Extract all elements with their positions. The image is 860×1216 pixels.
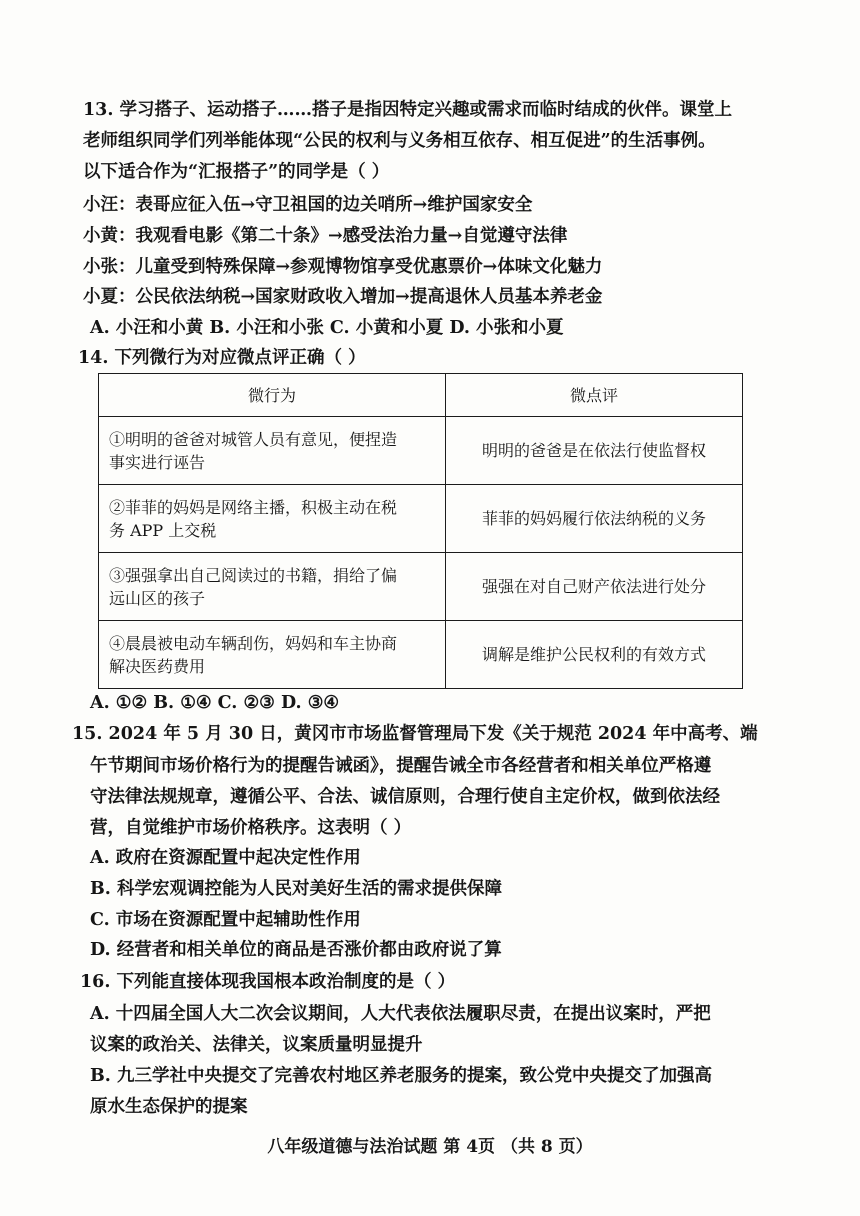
- q14-options: A. ①② B. ①④ C. ②③ D. ③④: [90, 693, 340, 713]
- table-row: [99, 621, 743, 689]
- q13-example-1: 小汪：表哥应征入伍→守卫祖国的边关哨所→维护国家安全: [83, 195, 533, 215]
- q16-option-a-line-2: 议案的政治关、法律关，议案质量明显提升: [90, 1035, 423, 1055]
- q15-stem-line-3: 守法律法规规章，遵循公平、合法、诚信原则，合理行使自主定价权，做到依法经: [90, 787, 720, 807]
- q16-stem: 16. 下列能直接体现我国根本政治制度的是（ ）: [80, 972, 456, 992]
- table-cell-act: [99, 417, 446, 485]
- q13-example-3: 小张：儿童受到特殊保障→参观博物馆享受优惠票价→体味文化魅力: [83, 257, 603, 277]
- q13-example-4: 小夏：公民依法纳税→国家财政收入增加→提高退休人员基本养老金: [83, 287, 603, 307]
- q13-stem-line-1: 13. 学习搭子、运动搭子……搭子是指因特定兴趣或需求而临时结成的伙伴。课堂上: [83, 100, 733, 120]
- table-header-cell: 微点评: [446, 374, 743, 417]
- q15-option-d: D. 经营者和相关单位的商品是否涨价都由政府说了算: [90, 940, 502, 960]
- q13-stem-line-3: 以下适合作为“汇报搭子”的同学是（ ）: [83, 162, 390, 182]
- act-line: ④晨晨被电动车辆刮伤，妈妈和车主协商: [109, 633, 398, 653]
- table-cell-act: [99, 485, 446, 553]
- table-row: [99, 417, 743, 485]
- act-line: 事实进行诬告: [109, 452, 206, 472]
- act-line: 解决医药费用: [109, 656, 206, 676]
- q16-option-a-line-1: A. 十四届全国人大二次会议期间，人大代表依法履职尽责，在提出议案时，严把: [90, 1004, 711, 1024]
- q13-example-2: 小黄：我观看电影《第二十条》→感受法治力量→自觉遵守法律: [83, 226, 568, 246]
- page-footer: 八年级道德与法治试题 第 4页 （共 8 页）: [267, 1137, 593, 1157]
- table-row: [99, 553, 743, 621]
- act-line: ③强强拿出自己阅读过的书籍，捐给了偏: [109, 565, 398, 585]
- table-cell-comment: 调解是维护公民权利的有效方式: [446, 621, 743, 689]
- q16-option-b-line-1: B. 九三学社中央提交了完善农村地区养老服务的提案，致公党中央提交了加强高: [90, 1066, 712, 1086]
- q15-stem-line-2: 午节期间市场价格行为的提醒告诫函》，提醒告诫全市各经营者和相关单位严格遵: [90, 756, 712, 776]
- act-line: ①明明的爸爸对城管人员有意见，便捏造: [109, 429, 398, 449]
- q15-option-b: B. 科学宏观调控能为人民对美好生活的需求提供保障: [90, 879, 502, 899]
- act-line: 远山区的孩子: [109, 588, 206, 608]
- table-cell-act: [99, 621, 446, 689]
- q15-option-c: C. 市场在资源配置中起辅助性作用: [90, 910, 361, 930]
- table-cell-comment: 强强在对自己财产依法进行处分: [446, 553, 743, 621]
- table-row: [99, 485, 743, 553]
- q14-stem: 14. 下列微行为对应微点评正确（ ）: [78, 348, 366, 368]
- q13-options: A. 小汪和小黄 B. 小汪和小张 C. 小黄和小夏 D. 小张和小夏: [90, 318, 564, 338]
- act-line: 务 APP 上交税: [109, 520, 217, 540]
- table-cell-comment: 菲菲的妈妈履行依法纳税的义务: [446, 485, 743, 553]
- q15-stem-line-1: 15. 2024 年 5 月 30 日，黄冈市市场监督管理局下发《关于规范 2024 年中高考、端: [72, 724, 758, 744]
- table-header-row: [99, 374, 743, 417]
- table-header-cell: 微行为: [99, 374, 446, 417]
- q14-table: [98, 373, 743, 689]
- q16-option-b-line-2: 原水生态保护的提案: [90, 1097, 248, 1117]
- q15-stem-line-4: 营，自觉维护市场价格秩序。这表明（ ）: [90, 818, 412, 838]
- table-cell-act: [99, 553, 446, 621]
- table-cell-comment: 明明的爸爸是在依法行使监督权: [446, 417, 743, 485]
- q13-stem-line-2: 老师组织同学们列举能体现“公民的权利与义务相互依存、相互促进”的生活事例。: [83, 131, 716, 151]
- q15-option-a: A. 政府在资源配置中起决定性作用: [90, 848, 361, 868]
- act-line: ②菲菲的妈妈是网络主播，积极主动在税: [109, 497, 398, 517]
